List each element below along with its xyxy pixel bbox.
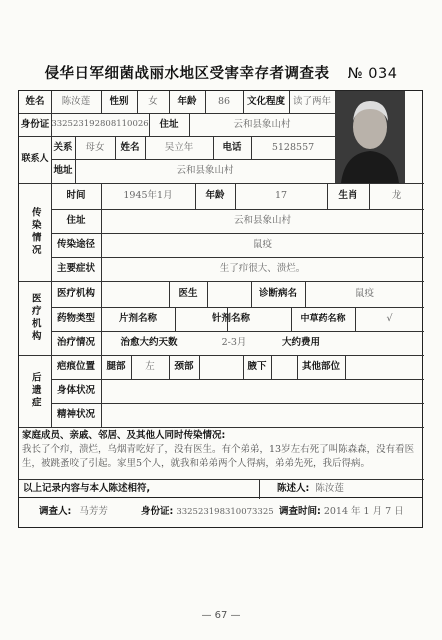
time-label: 时间: [66, 190, 86, 202]
form-title: [0, 62, 442, 83]
confirm-statement: 以上记录内容与本人陈述相符,: [23, 483, 151, 495]
surveyor-label: 调查人:: [39, 506, 72, 518]
gender-value: 女: [148, 96, 158, 108]
time-value: 1945年1月: [123, 190, 173, 202]
relation-value: 母女: [85, 141, 105, 153]
doctor-label: 医生: [178, 288, 198, 300]
infection-section-label: 传染情况: [29, 207, 41, 257]
diagnosis-label: 诊断病名: [258, 288, 297, 300]
survey-time-cell: [279, 498, 424, 526]
treatment-label: 治疗情况: [56, 337, 95, 349]
route-value: 鼠疫: [252, 239, 272, 251]
contact-label: 联系人: [21, 154, 49, 165]
family-text: 我长了个疖，溃烂，乌烟青吃好了，没有医生。有个弟弟，13岁左右死了叫陈森森，没有看医生，被跳蚤咬了引起。家里5个人，就我和弟弟两个人得病，弟弟先死，我后得病。: [22, 443, 415, 469]
contact-name-label: 姓名: [120, 141, 140, 153]
infection-age-value: 17: [274, 190, 288, 202]
phone-value: 5128557: [271, 141, 315, 153]
symptoms-label: 主要症状: [56, 263, 95, 275]
injection-label: 针剂名称: [211, 313, 250, 325]
zodiac-value: 龙: [391, 190, 402, 202]
id-label: 身份证: [20, 118, 50, 130]
symptoms-value: 生了疖很大、溃烂。: [219, 263, 306, 275]
drug-type-label: 药物类型: [56, 313, 95, 325]
leg-value: 左: [145, 361, 155, 373]
scar-label: 疤痕位置: [56, 361, 95, 373]
infection-address-value: 云和县象山村: [233, 215, 291, 227]
cost-label: 大约费用: [281, 337, 320, 349]
age-value: 86: [217, 96, 231, 108]
infection-address-label: 住址: [66, 215, 86, 227]
surveyor-id-label: 身份证:: [141, 506, 174, 518]
contact-address-label: 地址: [53, 165, 73, 177]
surveyor-id-cell: [141, 498, 291, 526]
phone-label: 电话: [222, 141, 242, 153]
form-number: № 034: [347, 66, 398, 82]
institution-label: 医疗机构: [56, 288, 95, 300]
body-condition-label: 身体状况: [56, 385, 95, 397]
survey-time-label: 调查时间:: [279, 506, 321, 518]
narrator-value: 陈汝莲: [315, 483, 344, 495]
surveyor-value: 马芳芳: [79, 506, 108, 518]
cure-days-value: 2-3月: [221, 337, 247, 349]
relation-label: 关系: [53, 141, 73, 153]
id-value: 332523192808110026: [51, 119, 149, 130]
herbal-value: √: [386, 313, 393, 325]
narrator-row: [259, 479, 424, 499]
form-title-text: 侵华日军细菌战丽水地区受害幸存者调查表: [44, 66, 330, 82]
address-value: 云和县象山村: [233, 118, 291, 130]
medical-section-label: 医疗机构: [29, 293, 41, 343]
family-section: [22, 429, 420, 479]
armpit-label: 腋下: [247, 361, 267, 373]
gender-label: 性别: [109, 96, 129, 108]
surveyor-id-value: 332523198310073325: [176, 506, 274, 517]
diagnosis-value: 鼠疫: [354, 288, 374, 300]
infection-age-label: 年龄: [205, 190, 225, 202]
family-heading: 家庭成员、亲戚、邻居、及其他人同时传染情况:: [22, 430, 226, 441]
herbal-label: 中草药名称: [300, 313, 346, 324]
route-label: 传染途径: [56, 239, 95, 251]
age-label: 年龄: [177, 96, 197, 108]
contact-name-value: 吴立年: [164, 141, 194, 153]
portrait-photo: [335, 91, 405, 183]
name-label: 姓名: [25, 96, 45, 108]
mental-condition-label: 精神状况: [56, 409, 95, 421]
other-part-label: 其他部位: [301, 361, 340, 373]
narrator-label: 陈述人:: [277, 483, 310, 495]
pill-label: 片剂名称: [118, 313, 157, 325]
education-label: 文化程度: [246, 96, 285, 108]
address-label: 住址: [159, 118, 179, 130]
name-value: 陈汝莲: [61, 96, 91, 108]
surveyor-cell: [39, 498, 134, 526]
surveyor-row: [18, 498, 423, 528]
leg-label: 腿部: [106, 361, 126, 373]
survey-time-value: 2014 年 1 月 7 日: [323, 506, 404, 518]
page-number: — 67 —: [201, 610, 241, 621]
zodiac-label: 生肖: [338, 190, 358, 202]
contact-address-value: 云和县象山村: [176, 165, 234, 177]
education-value: 读了两年: [292, 96, 331, 108]
cure-days-label: 治愈大约天数: [120, 337, 178, 349]
survey-form: [18, 90, 423, 498]
neck-label: 颈部: [174, 361, 194, 373]
sequelae-section-label: 后遗症: [29, 372, 41, 410]
